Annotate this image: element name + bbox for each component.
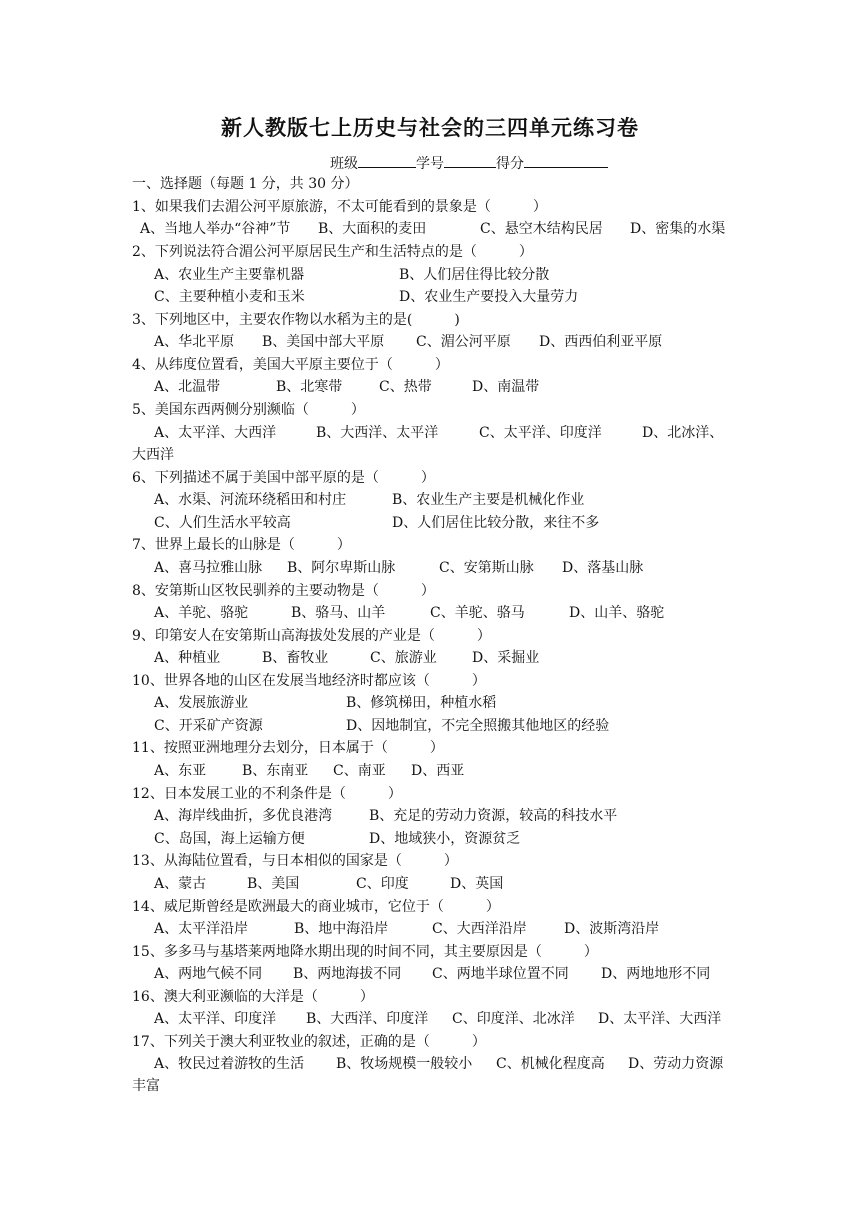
option-b[interactable]: B、大西洋、印度洋 [306,1011,429,1027]
question-text: 17、下列关于澳大利亚牧业的叙述，正确的是（ ） [132,1034,486,1050]
question-text: 14、威尼斯曾经是欧洲最大的商业城市，它位于（ ） [132,899,500,915]
option-b[interactable]: B、牧场规模一般较小 [336,1056,473,1072]
option-a[interactable]: A、太平洋沿岸 [154,921,249,937]
option-d[interactable]: D、英国 [450,876,504,892]
option-b[interactable]: B、大西洋、太平洋 [316,425,439,441]
question-text: 8、安第斯山区牧民驯养的主要动物是（ ） [132,583,435,599]
number-label: 学号 [416,156,444,172]
option-d[interactable]: D、波斯湾沿岸 [564,921,660,937]
option-a[interactable]: A、农业生产主要靠机器 [154,267,305,283]
section-heading: 一、选择题（每题 1 分，共 30 分） [132,176,359,192]
option-d[interactable]: D、人们居住比较分散，来往不多 [392,515,600,531]
class-label: 班级 [330,156,358,172]
option-a[interactable]: A、东亚 [154,763,207,779]
question-text: 1、如果我们去湄公河平原旅游，不太可能看到的景象是（ ） [132,199,547,215]
question-text: 10、世界各地的山区在发展当地经济时都应该（ ） [132,673,486,689]
option-b[interactable]: B、美国 [247,876,300,892]
question-text: 3、下列地区中，主要农作物以水稻为主的是( ) [132,312,460,328]
option-d[interactable]: D、地域狭小，资源贫乏 [369,831,521,847]
option-c[interactable]: C、大西洋沿岸 [432,921,527,937]
option-b[interactable]: B、北寒带 [276,379,343,395]
option-b[interactable]: B、美国中部大平原 [262,334,385,350]
class-blank[interactable] [358,153,416,168]
question-text: 12、日本发展工业的不利条件是（ ） [132,786,402,802]
option-a[interactable]: A、太平洋、印度洋 [154,1011,277,1027]
option-a[interactable]: A、当地人举办“谷神”节 [140,221,291,237]
question-text: 7、世界上最长的山脉是（ ） [132,537,351,553]
option-d[interactable]: D、太平洋、大西洋 [598,1011,722,1027]
option-b[interactable]: B、东南亚 [242,763,309,779]
option-b[interactable]: B、地中海沿岸 [294,921,389,937]
option-c[interactable]: C、南亚 [333,763,386,779]
question-text: 9、印第安人在安第斯山高海拔处发展的产业是（ ） [132,628,491,644]
option-a[interactable]: A、牧民过着游牧的生活 [154,1056,305,1072]
question-text: 6、下列描述不属于美国中部平原的是（ ） [132,470,435,486]
question-text: 5、美国东西两侧分别濒临（ ） [132,402,365,418]
option-a[interactable]: A、蒙古 [154,876,207,892]
option-c[interactable]: C、主要种植小麦和玉米 [154,289,305,305]
option-d[interactable]: D、北冰洋、 [642,425,724,441]
option-c[interactable]: C、安第斯山脉 [439,560,534,576]
option-c[interactable]: C、两地半球位置不同 [432,966,569,982]
option-a[interactable]: A、喜马拉雅山脉 [154,560,263,576]
option-a[interactable]: A、北温带 [154,379,221,395]
question-text: 4、从纬度位置看，美国大平原主要位于（ ） [132,357,449,373]
option-a[interactable]: A、两地气候不同 [154,966,263,982]
option-c[interactable]: C、开采矿产资源 [154,718,263,734]
option-c[interactable]: C、人们生活水平较高 [154,515,291,531]
page-title: 新人教版七上历史与社会的三四单元练习卷 [221,115,639,140]
option-b[interactable]: B、阿尔卑斯山脉 [287,560,396,576]
option-b[interactable]: B、充足的劳动力资源，较高的科技水平 [369,808,618,824]
option-b[interactable]: B、两地海拔不同 [293,966,402,982]
option-a[interactable]: A、太平洋、大西洋 [154,425,277,441]
option-c[interactable]: C、悬空木结构民居 [480,221,603,237]
option-b[interactable]: B、畜牧业 [262,650,329,666]
option-c[interactable]: C、岛国，海上运输方便 [154,831,305,847]
option-d[interactable]: D、两地地形不同 [601,966,711,982]
question-text: 13、从海陆位置看，与日本相似的国家是（ ） [132,853,458,869]
option-d[interactable]: D、山羊、骆驼 [569,605,665,621]
option-d[interactable]: D、密集的水渠 [630,221,726,237]
option-a[interactable]: A、种植业 [154,650,221,666]
question-text: 15、多多马与基塔莱两地降水期出现的时间不同，其主要原因是（ ） [132,944,598,960]
option-d[interactable]: D、落基山脉 [562,560,644,576]
question-text: 2、下列说法符合湄公河平原居民生产和生活特点的是（ ） [132,244,533,260]
option-b[interactable]: B、农业生产主要是机械化作业 [392,492,585,508]
score-label: 得分 [496,156,524,172]
option-c[interactable]: C、太平洋、印度洋 [479,425,602,441]
number-blank[interactable] [444,153,496,168]
option-continuation: 丰富 [132,1078,160,1094]
option-a[interactable]: A、海岸线曲折，多优良港湾 [154,808,333,824]
option-c[interactable]: C、旅游业 [370,650,437,666]
option-d[interactable]: D、采掘业 [472,650,540,666]
option-d[interactable]: D、劳动力资源 [628,1056,724,1072]
option-c[interactable]: C、机械化程度高 [496,1056,605,1072]
option-c[interactable]: C、印度 [356,876,409,892]
option-a[interactable]: A、羊驼、骆驼 [154,605,249,621]
option-b[interactable]: B、大面积的麦田 [318,221,427,237]
option-c[interactable]: C、热带 [379,379,432,395]
option-c[interactable]: C、印度洋、北冰洋 [452,1011,575,1027]
option-a[interactable]: A、水渠、河流环绕稻田和村庄 [154,492,347,508]
option-b[interactable]: B、人们居住得比较分散 [399,267,550,283]
score-blank[interactable] [524,153,608,168]
option-c[interactable]: C、湄公河平原 [416,334,511,350]
option-b[interactable]: B、骆马、山羊 [291,605,386,621]
option-a[interactable]: A、发展旅游业 [154,695,249,711]
option-continuation: 大西洋 [132,447,174,463]
question-text: 11、按照亚洲地理分去划分，日本属于（ ） [132,740,444,756]
option-a[interactable]: A、华北平原 [154,334,235,350]
option-d[interactable]: D、西亚 [411,763,465,779]
option-d[interactable]: D、西西伯利亚平原 [539,334,663,350]
option-d[interactable]: D、农业生产要投入大量劳力 [399,289,579,305]
option-d[interactable]: D、南温带 [472,379,540,395]
question-text: 16、澳大利亚濒临的大洋是（ ） [132,989,374,1005]
option-c[interactable]: C、羊驼、骆马 [430,605,525,621]
student-info-line [330,153,608,173]
option-d[interactable]: D、因地制宜，不完全照搬其他地区的经验 [346,718,610,734]
option-b[interactable]: B、修筑梯田，种植水稻 [346,695,497,711]
